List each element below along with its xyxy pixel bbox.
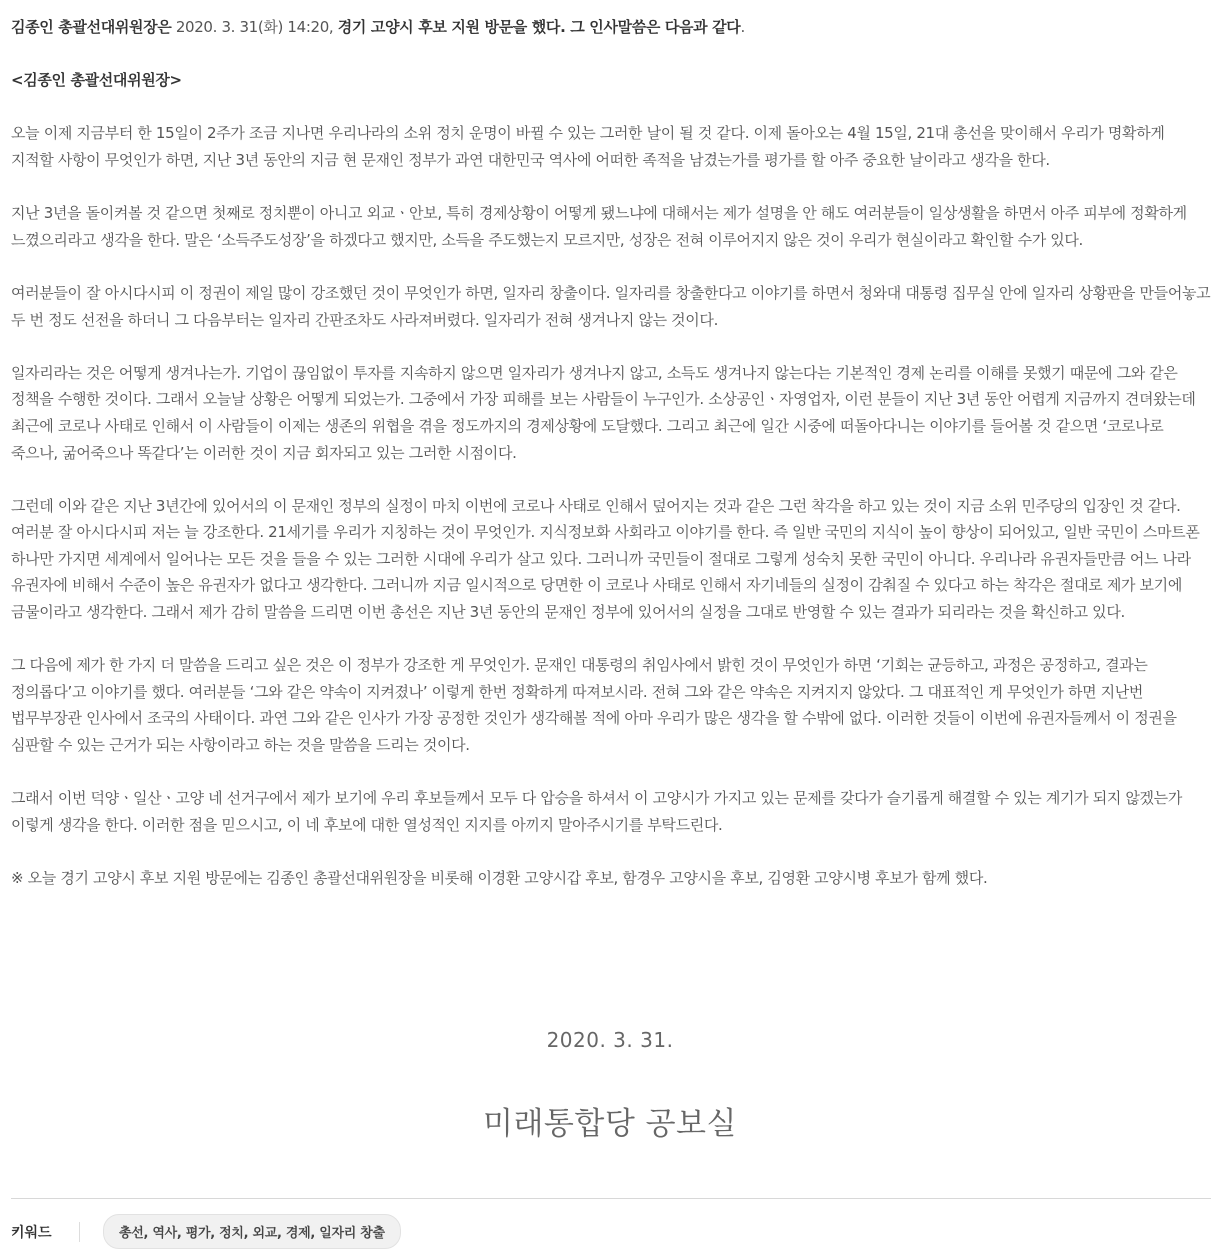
attendance-note: ※ 오늘 경기 고양시 후보 지원 방문에는 김종인 총괄선대위원장을 비롯해 이경환 고양시갑 후보, 함경우 고양시을 후보, 김영환 고양시병 후보가 함께 했다. xyxy=(11,869,988,887)
release-date: 2020. 3. 31. xyxy=(546,1028,674,1052)
speech-paragraph-4: 일자리라는 것은 어떻게 생겨나는가. 기업이 끊임없이 투자를 지속하지 않으면 일자리가 생겨나지 않고, 소득도 생겨나지 않는다는 기본적인 경제 논리를 이해를 못했기 때문에 그와 같은 정책을 수행한 것이다. 그래서 오늘날 상황은 어떻게 되었는가. 그중에서 가장 피해를 보는 사람들이 누구인가. 소상공인ㆍ자영업자, 이런 분들이 지난 3년 동안 어렵게 지금까지 견뎌왔는데 최근에 코로나 사태로 인해서 이 사람들이 이제는 생존의 위협을 겪을 정도까지의 경제상황에 도달했다. 그리고 최근에 일간 시중에 떠돌아다니는 이야기를 들어볼 것 같으면 ‘코로나로 죽으나, 굶어죽으나 똑같다’는 이러한 것이 지금 회자되고 있는 그러한 시점이다. xyxy=(11,363,1196,462)
keyword-row xyxy=(11,1214,401,1249)
footer-divider xyxy=(11,1198,1211,1199)
speech-paragraph-1: 오늘 이제 지금부터 한 15일이 2주가 조금 지나면 우리나라의 소위 정치 운명이 바뀔 수 있는 그러한 날이 될 것 같다. 이제 돌아오는 4월 15일, 21대 총선을 맞이해서 우리가 명확하게 지적할 사항이 무엇인가 하면, 지난 3년 동안의 지금 현 문재인 정부가 과연 대한민국 역사에 어떠한 족적을 남겼는가를 평가를 할 아주 중요한 날이라고 생각을 한다. xyxy=(11,124,1165,169)
speech-paragraph-2: 지난 3년을 돌이켜볼 것 같으면 첫째로 정치뿐이 아니고 외교ㆍ안보, 특히 경제상황이 어떻게 됐느냐에 대해서는 제가 설명을 안 해도 여러분들이 일상생활을 하면서 아주 피부에 정확하게 느꼈으리라고 생각을 한다. 말은 ‘소득주도성장’을 하겠다고 했지만, 소득을 주도했는지 모르지만, 성장은 전혀 이루어지지 않은 것이 우리가 현실이라고 확인할 수가 있다. xyxy=(11,204,1187,249)
lead-sentence xyxy=(11,14,1211,41)
speaker-heading: <김종인 총괄선대위원장> xyxy=(11,71,182,90)
keyword-tag[interactable]: 총선, 역사, 평가, 정치, 외교, 경제, 일자리 창출 xyxy=(103,1214,401,1249)
speech-paragraph-6: 그 다음에 제가 한 가지 더 말씀을 드리고 싶은 것은 이 정부가 강조한 게 무엇인가. 문재인 대통령의 취임사에서 밝힌 것이 무엇인가 하면 ‘기회는 균등하고, 과정은 공정하고, 결과는 정의롭다’고 이야기를 했다. 여러분들 ‘그와 같은 약속이 지켜졌나’ 이렇게 한번 정확하게 따져보시라. 전혀 그와 같은 약속은 지켜지지 않았다. 그 대표적인 게 무엇인가 하면 지난번 법무부장관 인사에서 조국의 사태이다. 과연 그와 같은 인사가 가장 공정한 것인가 생각해볼 적에 아마 우리가 많은 생각을 할 수밖에 없다. 이러한 것들이 이번에 유권자들께서 이 정권을 심판할 수 있는 근거가 되는 사항이라고 하는 것을 말씀을 드리는 것이다. xyxy=(11,656,1177,755)
speech-paragraph-5: 그런데 이와 같은 지난 3년간에 있어서의 이 문재인 정부의 실정이 마치 이번에 코로나 사태로 인해서 덮어지는 것과 같은 그런 착각을 하고 있는 것이 지금 소위 민주당의 입장인 것 같다. 여러분 잘 아시다시피 저는 늘 강조한다. 21세기를 우리가 지칭하는 것이 무엇인가. 지식정보화 사회라고 이야기를 한다. 즉 일반 국민의 지식이 높이 향상이 되어있고, 일반 국민이 스마트폰 하나만 가지면 세계에서 일어나는 모든 것을 들을 수 있는 그러한 시대에 우리가 살고 있다. 그러니까 국민들이 절대로 그렇게 성숙치 못한 국민이 아니다. 우리나라 유권자들만큼 어느 나라 유권자에 비해서 수준이 높은 유권자가 없다고 생각한다. 그러니까 지금 일시적으로 당면한 이 코로나 사태로 인해서 자기네들의 실정이 감춰질 수 있다고 하는 착각은 절대로 제가 보기에 금물이라고 생각한다. 그래서 제가 감히 말씀을 드리면 이번 총선은 지난 3년 동안의 문재인 정부에 있어서의 실정을 그대로 반영할 수 있는 결과가 되리라는 것을 확신하고 있다. xyxy=(11,496,1200,622)
keyword-separator xyxy=(79,1222,80,1242)
keyword-label: 키워드 xyxy=(11,1224,52,1241)
speech-paragraph-7: 그래서 이번 덕양ㆍ일산ㆍ고양 네 선거구에서 제가 보기에 우리 후보들께서 모두 다 압승을 하셔서 이 고양시가 가지고 있는 문제를 갖다가 슬기롭게 해결할 수 있는 계기가 되지 않겠는가 이렇게 생각을 한다. 이러한 점을 믿으시고, 이 네 후보에 대한 열성적인 지지를 아끼지 말아주시기를 부탁드린다. xyxy=(11,789,1182,834)
lead-datetime: 2020. 3. 31(화) 14:20, xyxy=(171,18,338,36)
issuing-office: 미래통합당 공보실 xyxy=(483,1106,737,1142)
lead-event: 경기 고양시 후보 지원 방문을 했다. 그 인사말씀은 다음과 같다 xyxy=(337,18,741,36)
lead-speaker: 김종인 총괄선대위원장은 xyxy=(11,18,172,36)
speech-paragraph-3: 여러분들이 잘 아시다시피 이 정권이 제일 많이 강조했던 것이 무엇인가 하면, 일자리 창출이다. 일자리를 창출한다고 이야기를 하면서 청와대 대통령 집무실 안에 일자리 상황판을 만들어놓고 두 번 정도 선전을 하더니 그 다음부터는 일자리 간판조차도 사라져버렸다. 일자리가 전혀 생겨나지 않는 것이다. xyxy=(11,283,1211,329)
lead-period: . xyxy=(740,18,745,36)
